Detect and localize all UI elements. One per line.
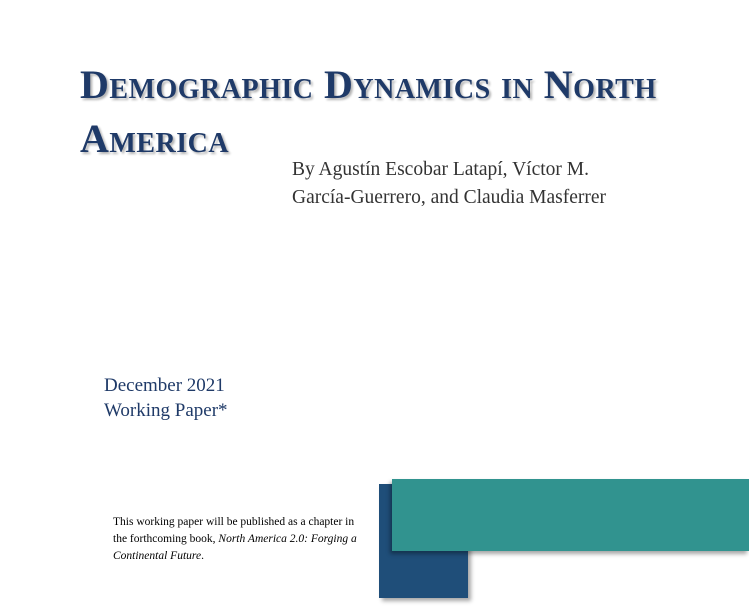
paper-type: Working Paper* [104, 400, 228, 421]
document-title: Demographic Dynamics in North America [80, 62, 657, 161]
authors-byline [292, 156, 712, 212]
publication-date: December 2021 [104, 375, 225, 396]
footnote-text: This working paper will be published as a chapter in the forthcoming book, [113, 515, 355, 545]
authors-line-1: By Agustín Escobar Latapí, Víctor M. [292, 159, 589, 180]
decorative-teal-block [392, 479, 749, 551]
footnote-book-title: North America 2.0: Forging a Continental Future [113, 532, 357, 562]
footnote-end: . [201, 549, 204, 562]
authors-line-2: García-Guerrero, and Claudia Masferrer [292, 187, 606, 208]
publication-footnote [113, 514, 363, 565]
publication-info [104, 373, 404, 423]
